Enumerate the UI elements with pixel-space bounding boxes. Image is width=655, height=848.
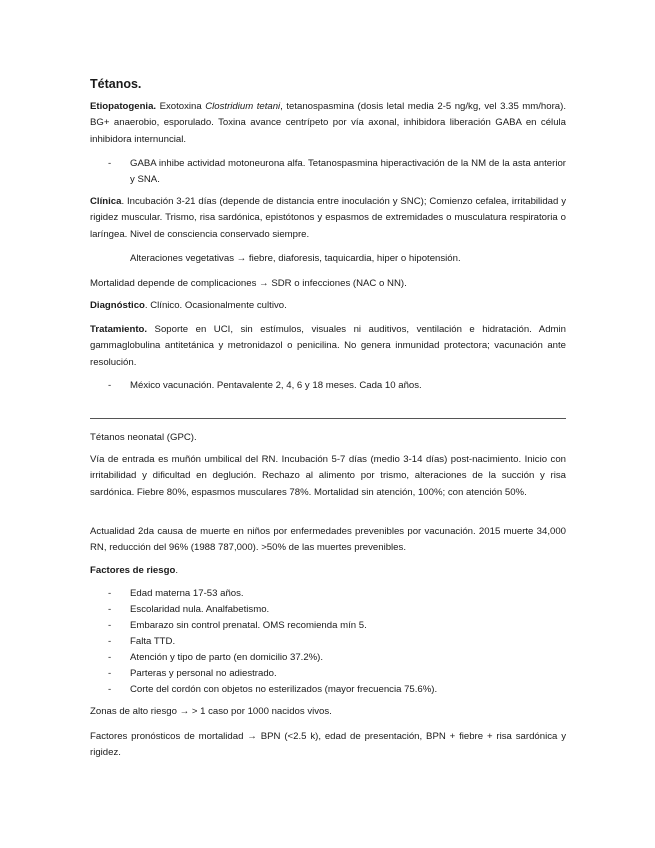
pronosticos-paragraph: Factores pronósticos de mortalidad → BPN (<2.5 k), edad de presentación, BPN + fiebre + risa sardónica y rigidez. (90, 731, 566, 759)
neonatal-heading: Tétanos neonatal (GPC). (90, 432, 197, 443)
neonatal-paragraph-1: Vía de entrada es muñón umbilical del RN. Incubación 5-7 días (medio 3-14 días) post-nacimiento. Inicio con irritabilidad y dificultad en deglución. Rechazo al alimento por trismo, alteraciones de la succión y risa sardónica. Fiebre 80%, espasmos musculares 78%. Mortalidad sin atención, 100%; con atención 50%. (90, 454, 566, 498)
bullet-dash: - (108, 652, 112, 663)
bullet-text: Embarazo sin control prenatal. OMS recomienda mín 5. (130, 620, 367, 631)
clinica-paragraph (90, 194, 566, 243)
etiopatogenia-text-a: Exotoxina (156, 101, 206, 112)
bullet-dash: - (108, 588, 112, 599)
zonas-line: Zonas de alto riesgo → > 1 caso por 1000 nacidos vivos. (90, 706, 332, 717)
tratamiento-label: Tratamiento. (90, 324, 148, 335)
bullet-dash: - (108, 668, 112, 679)
bullet-dash: - (108, 604, 112, 615)
bullet-text: Parteras y personal no adiestrado. (130, 668, 277, 679)
clinica-label: Clínica (90, 196, 122, 207)
diagnostico-text: . Clínico. Ocasionalmente cultivo. (144, 300, 287, 311)
bullet-dash: - (108, 684, 112, 695)
factores-dot: . (175, 565, 178, 576)
bullet-dash: - (108, 636, 112, 647)
diagnostico-paragraph (90, 298, 566, 314)
bullet-text: Corte del cordón con objetos no esterilizados (mayor frecuencia 75.6%). (130, 684, 438, 695)
tratamiento-text: Soporte en UCI, sin estímulos, visuales ni auditivos, ventilación e hidratación. Admin gammaglobulina antitetánica y metronidazol o penicilina. No genera inmunidad protectora; vacunación ante resolución. (90, 324, 566, 368)
diagnostico-label: Diagnóstico (90, 300, 145, 311)
mortalidad-line: Mortalidad depende de complicaciones → SDR o infecciones (NAC o NN). (90, 278, 407, 289)
bullet-text: Falta TTD. (130, 636, 176, 647)
vegetativas-line: Alteraciones vegetativas → fiebre, diaforesis, taquicardia, hiper o hipotensión. (130, 253, 461, 264)
bullet-dash: - (108, 620, 112, 631)
bullet-text: Edad materna 17-53 años. (130, 588, 244, 599)
etiopatogenia-label: Etiopatogenia. (90, 101, 157, 112)
factores-label: Factores de riesgo (90, 565, 176, 576)
bullet-text: GABA inhibe actividad motoneurona alfa. Tetanospasmina hiperactivación de la NM de la asta anterior y SNA. (130, 158, 566, 186)
clinica-text: . Incubación 3-21 días (depende de distancia entre inoculación y SNC); Comienzo cefalea, irritabilidad y rigidez muscular. Trismo, risa sardónica, epistótonos y espasmos de extremidades o musculatura respiratoria o laríngea. Nivel de consciencia conservado siempre. (90, 196, 566, 240)
bullet-text: Escolaridad nula. Analfabetismo. (130, 604, 270, 615)
etiopatogenia-paragraph (90, 99, 566, 148)
bullet-dash: - (108, 158, 112, 169)
organism-name: Clostridium tetani (205, 101, 281, 112)
document-title: Tétanos. (90, 77, 142, 91)
bullet-text: México vacunación. Pentavalente 2, 4, 6 y 18 meses. Cada 10 años. (130, 380, 422, 391)
bullet-text: Atención y tipo de parto (en domicilio 37.2%). (130, 652, 324, 663)
factores-heading (90, 563, 566, 579)
neonatal-paragraph-2: Actualidad 2da causa de muerte en niños por enfermedades prevenibles por vacunación. 2015 muerte 34,000 RN, reducción del 96% (1988 787,000). >50% de las muertes prevenibles. (90, 526, 566, 554)
etiopatogenia-text-b: , tetanospasmina (dosis letal media 2-5 ng/kg, vel 3.35 mm/hora). BG+ anaerobio, esporulado. Toxina avance centrípeto por vía axonal, inhibidora liberación GABA en célula inhibidora internuncial. (90, 101, 566, 145)
tratamiento-paragraph (90, 322, 566, 371)
section-divider (90, 418, 566, 419)
bullet-dash: - (108, 380, 112, 391)
